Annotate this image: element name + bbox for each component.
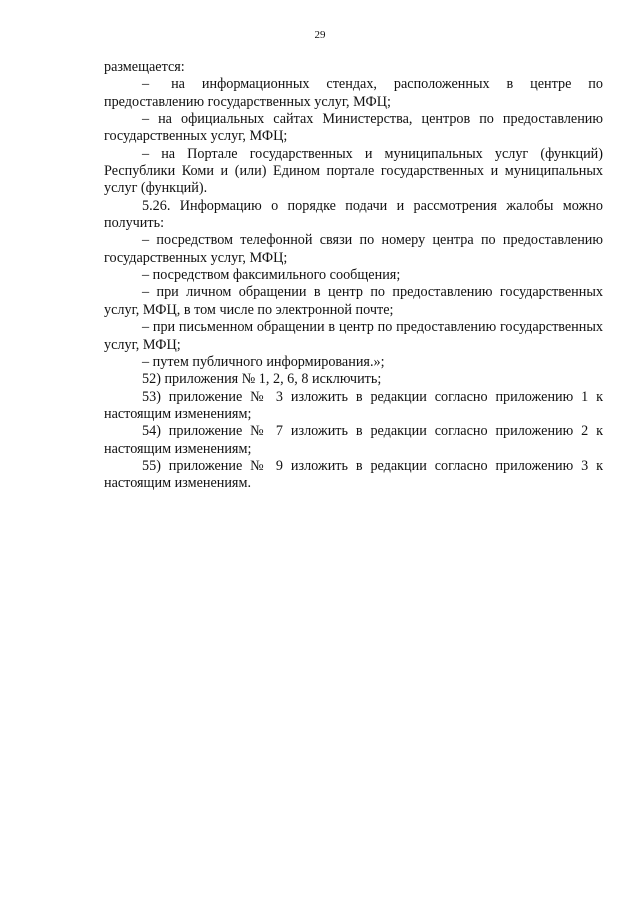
paragraph-54: 54) приложение № 7 изложить в редакции согласно приложению 2 к настоящим изменениям; xyxy=(104,423,603,457)
list-dash: – xyxy=(142,76,150,93)
paragraph-phone: – посредством телефонной связи по номеру центра по предоставлению государственных услуг, МФЦ; xyxy=(104,232,603,266)
paragraph-intro: размещается: xyxy=(104,59,185,75)
paragraph-portal: – на Портале государственных и муниципальных услуг (функций) Республики Коми и (или) Едином портале государственных и муниципальных услуг (функций). xyxy=(104,145,603,197)
paragraph-public: – путем публичного информирования.»; xyxy=(142,353,385,370)
document-body xyxy=(104,59,603,493)
paragraph-52: 52) приложения № 1, 2, 6, 8 исключить; xyxy=(142,371,382,388)
paragraph-sites: – на официальных сайтах Министерства, центров по предоставлению государственных услуг, МФЦ; xyxy=(104,111,603,145)
paragraph-written: – при письменном обращении в центр по предоставлению государственных услуг, МФЦ; xyxy=(104,319,603,353)
page-number: 29 xyxy=(314,29,326,41)
paragraph-stands xyxy=(104,76,603,111)
paragraph-55: 55) приложение № 9 изложить в редакции согласно приложению 3 к настоящим изменениям. xyxy=(104,457,603,492)
paragraph-fax: – посредством факсимильного сообщения; xyxy=(142,267,401,284)
list-item-text: на информационных стендах, расположенных в центре по предоставлению государственных услуг, МФЦ; xyxy=(104,76,603,110)
paragraph-5-26: 5.26. Информацию о порядке подачи и рассмотрения жалобы можно получить: xyxy=(104,197,603,232)
paragraph-53: 53) приложение № 3 изложить в редакции согласно приложению 1 к настоящим изменениям; xyxy=(104,388,603,422)
paragraph-personal: – при личном обращении в центр по предоставлению государственных услуг, МФЦ, в том числе по электронной почте; xyxy=(104,284,603,318)
